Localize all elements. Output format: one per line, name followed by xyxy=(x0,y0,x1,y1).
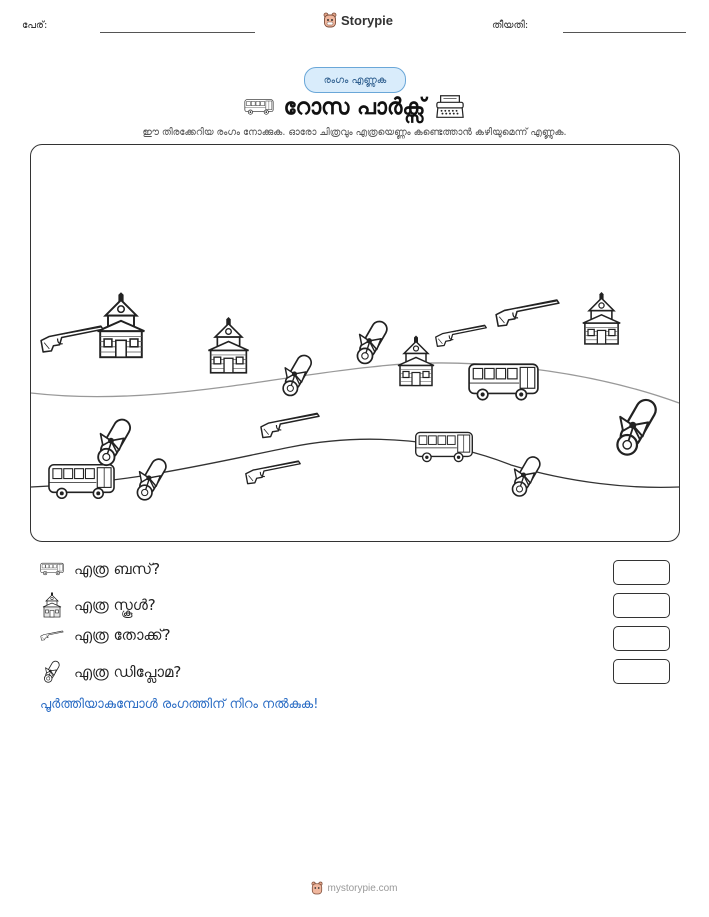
date-line[interactable] xyxy=(563,32,686,33)
hill-line-back xyxy=(31,363,679,403)
hill-line-front xyxy=(31,439,679,487)
bus-icon xyxy=(244,96,274,118)
storypie-mascot-icon xyxy=(311,881,323,895)
question-school xyxy=(40,592,156,618)
brand-name: Storypie xyxy=(341,12,394,28)
diploma-icon xyxy=(40,659,64,685)
bus-icon xyxy=(469,364,538,399)
bus-icon xyxy=(416,432,473,461)
footer xyxy=(0,881,709,895)
answer-box-rifle[interactable] xyxy=(613,626,670,651)
typewriter-icon xyxy=(435,93,465,121)
rifle-icon xyxy=(246,461,300,484)
activity-pill: രംഗം എണ്ണുക xyxy=(304,67,406,93)
rifle-icon xyxy=(261,413,319,437)
diploma-icon xyxy=(357,319,389,364)
bus-icon xyxy=(40,560,64,578)
instructions: ഈ തിരക്കേറിയ രംഗം നോക്കുക. ഓരോ ചിത്രവും എത്രയെണ്ണം കണ്ടെത്താൻ കഴിയുമെന്ന് എണ്ണുക. xyxy=(142,127,567,138)
school-icon xyxy=(98,292,145,357)
question-bus xyxy=(40,560,160,578)
question-text: എത്ര തോക്ക്? xyxy=(74,626,171,644)
rifle-icon xyxy=(41,326,103,352)
counting-scene xyxy=(30,144,680,542)
answer-box-diploma[interactable] xyxy=(613,659,670,684)
scene-drawing xyxy=(31,145,679,541)
question-diploma xyxy=(40,659,181,685)
rifle-icon xyxy=(436,325,487,346)
diploma-icon xyxy=(512,454,542,496)
diploma-icon xyxy=(617,396,659,454)
color-instruction: പൂർത്തിയാകുമ്പോൾ രംഗത്തിന് നിറം നൽകുക! xyxy=(40,697,319,712)
question-text: എത്ര ബസ്? xyxy=(74,560,161,578)
rifle-icon xyxy=(496,300,559,326)
worksheet-title xyxy=(0,93,709,121)
question-rifle xyxy=(40,626,171,644)
footer-url[interactable]: mystorypie.com xyxy=(327,882,398,894)
date-label: തീയതി: xyxy=(492,20,529,31)
storypie-mascot-icon xyxy=(323,12,337,28)
school-icon xyxy=(583,292,620,344)
name-label: പേര്: xyxy=(22,20,48,31)
school-icon xyxy=(398,336,434,386)
diploma-icon xyxy=(137,456,168,499)
bus-icon xyxy=(49,465,114,499)
answer-box-bus[interactable] xyxy=(613,560,670,585)
diploma-icon xyxy=(283,353,314,396)
title-text: റോസ പാർക്സ് xyxy=(283,94,426,120)
name-line[interactable] xyxy=(100,32,255,33)
brand-logo xyxy=(323,12,393,28)
school-icon xyxy=(208,317,248,373)
school-icon xyxy=(40,592,64,618)
diploma-icon xyxy=(98,417,133,466)
answer-box-school[interactable] xyxy=(613,593,670,618)
question-text: എത്ര ഡിപ്ലോമ? xyxy=(74,663,182,681)
rifle-icon xyxy=(40,626,64,644)
question-text: എത്ര സ്കൂൾ? xyxy=(74,596,156,614)
